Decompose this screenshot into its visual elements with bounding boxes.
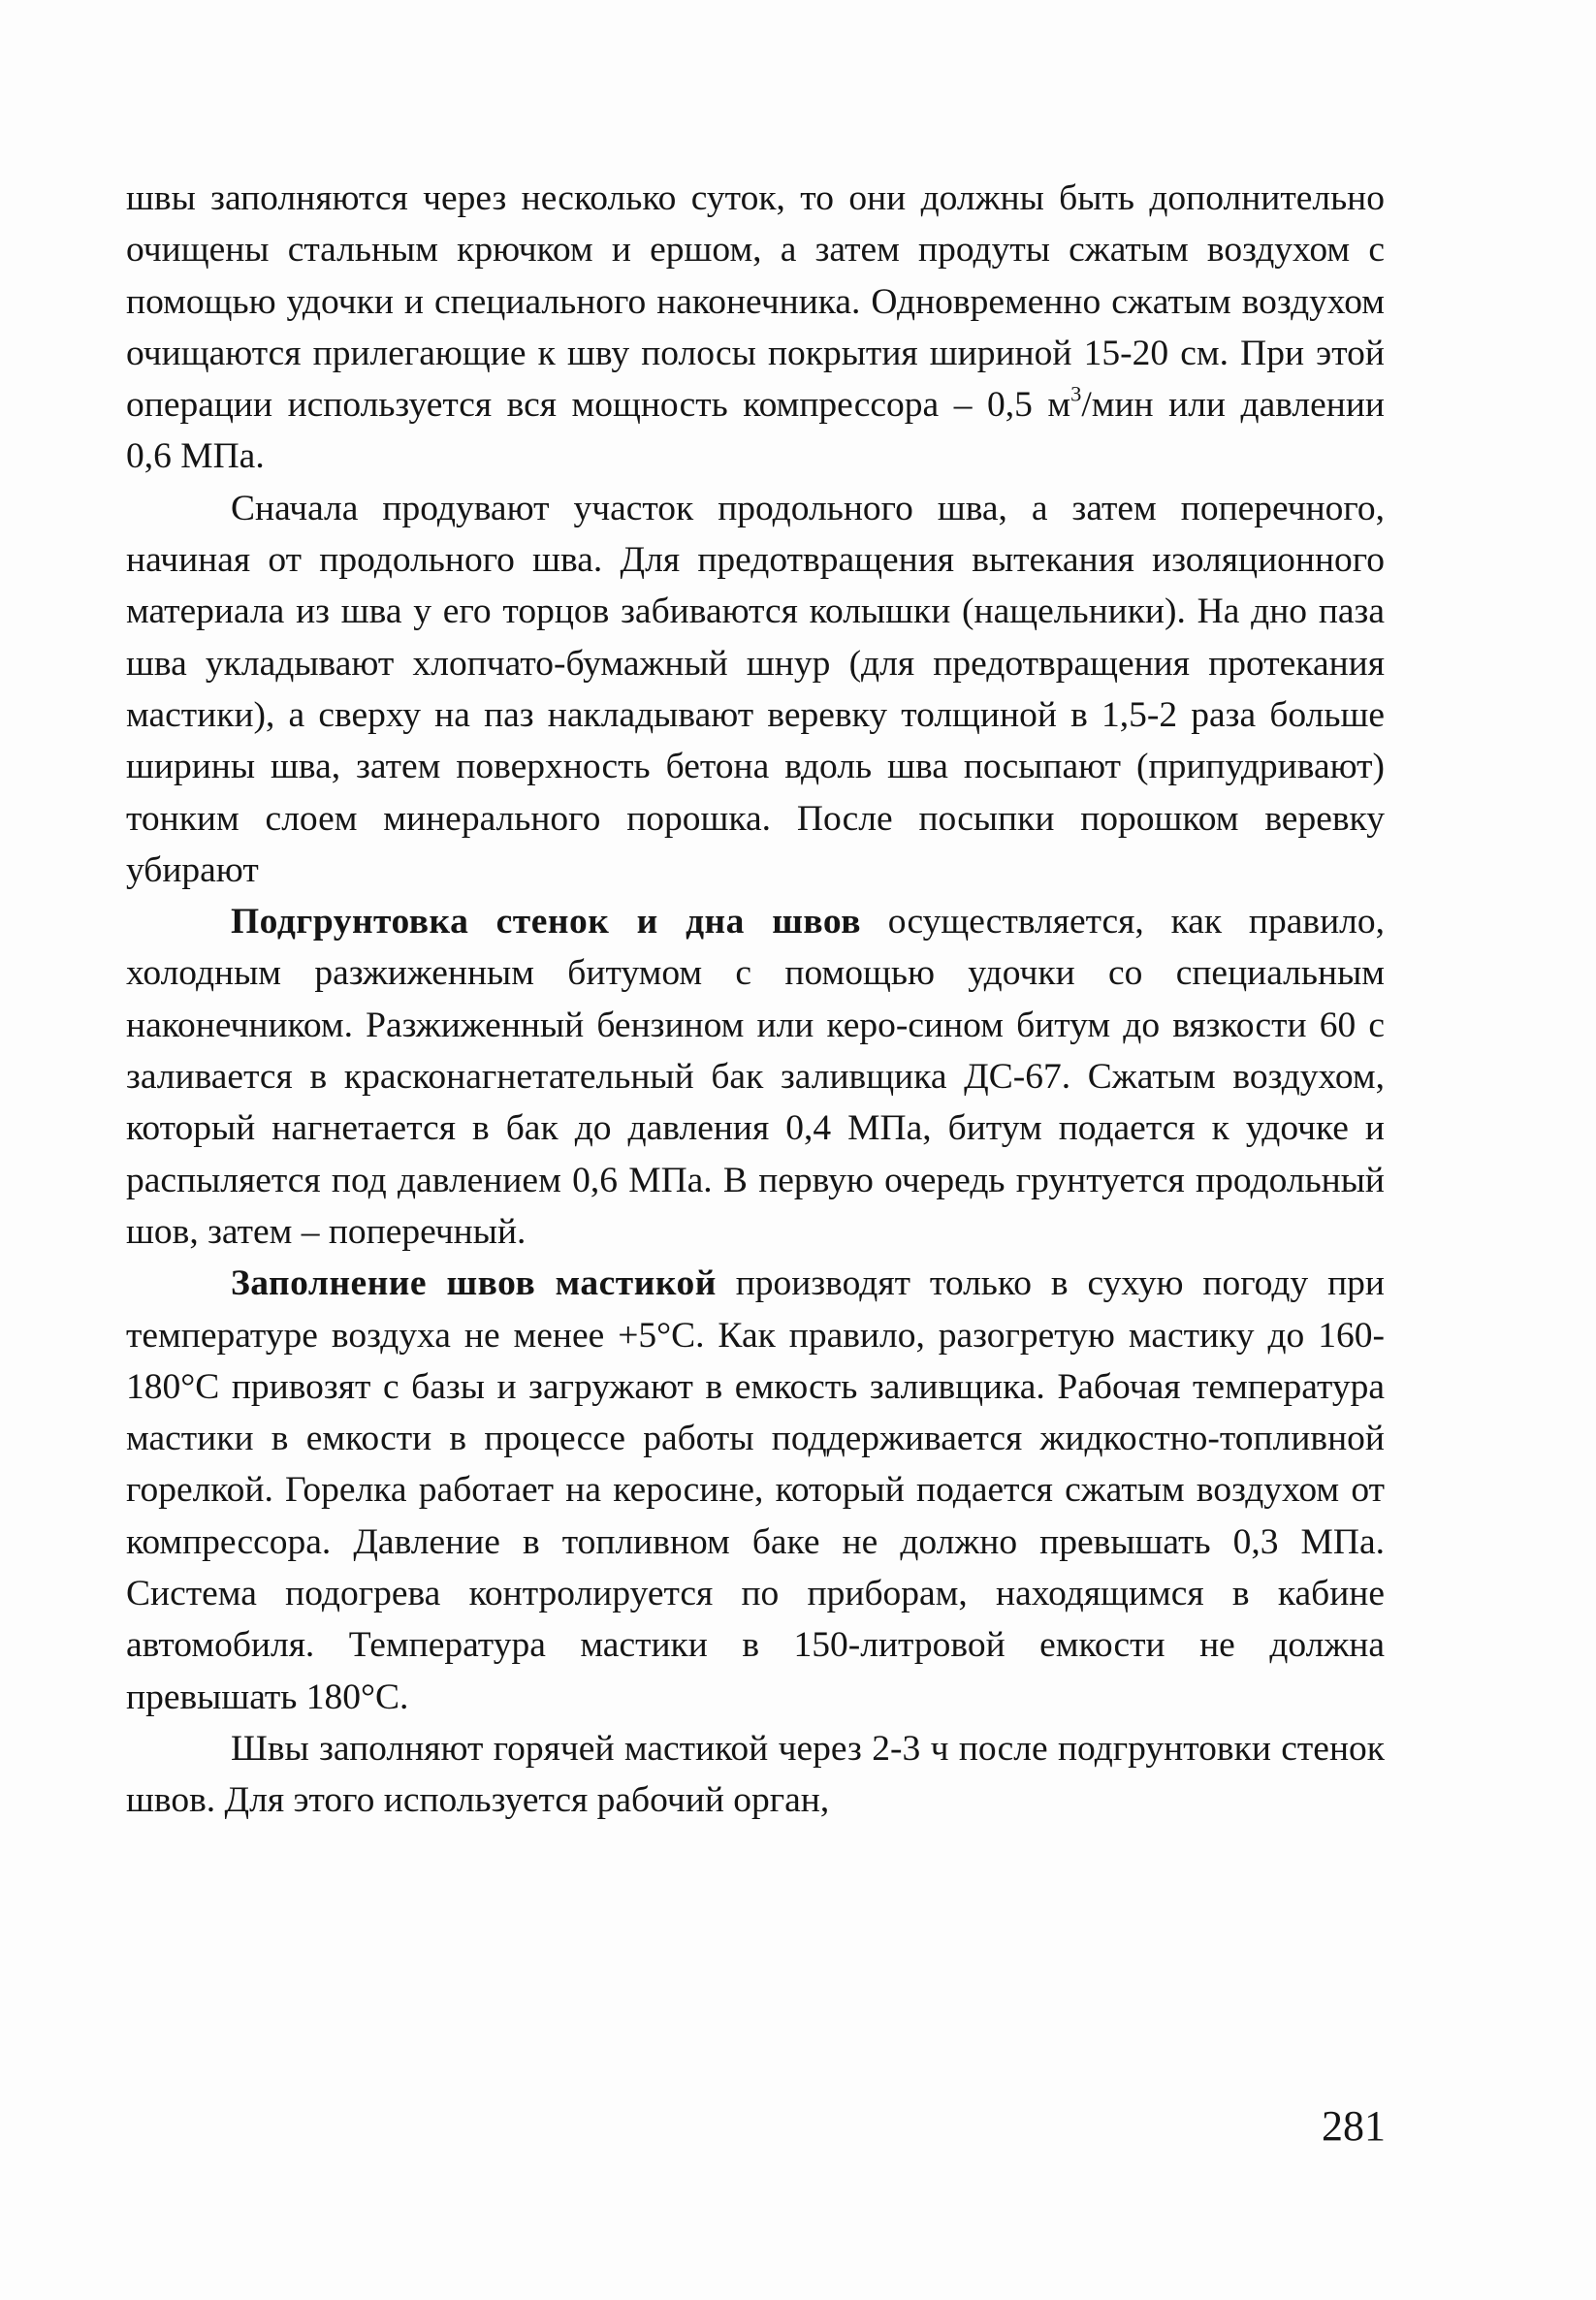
paragraph-text: швы заполняются через несколько суток, то они должны быть дополнительно очищены стальным крючком и ершом, а затем продуты сжатым воздухом с помощью удочки и специального наконечника. Одновременно сжатым воздухом очищаются прилегающие к шву полосы покрытия шириной 15-20 см. При этой операции используется вся мощность компрессора – 0,5 м bbox=[126, 178, 1385, 426]
paragraph: Сначала продувают участок продольного шва, а затем поперечного, начиная от продольного шва. Для предотвращения вытекания изоляционного материала из шва у его торцов забиваются колышки (нащельники). На дно паза шва укладывают хлопчато-бумажный шнур (для предотвращения протекания мастики), а сверху на паз накладывают веревку толщиной в 1,5-2 раза больше ширины шва, затем поверхность бетона вдоль шва посыпают (припудривают) тонким слоем минерального порошка. После посыпки порошком веревку убирают bbox=[126, 488, 1385, 890]
paragraph bbox=[126, 1258, 1385, 1723]
body-text bbox=[126, 173, 1385, 1827]
bold-term: Подгрунтовка стенок и дна швов bbox=[231, 902, 861, 942]
paragraph bbox=[126, 173, 1385, 483]
paragraph-text: /мин или давлении 0,6 МПа. bbox=[126, 385, 1385, 477]
page-number: 281 bbox=[1322, 2102, 1386, 2150]
bold-term: Заполнение швов мастикой bbox=[231, 1263, 717, 1304]
superscript: 3 bbox=[1070, 381, 1082, 406]
paragraph-text: производят только в сухую погоду при температуре воздуха не менее +5°С. Как правило, разогретую мастику до 160-180°С привозят с базы и загружают в емкость заливщика. Рабочая температура мастики в емкости в процессе работы поддерживается жидкостно-топливной горелкой. Горелка работает на керосине, который подается сжатым воздухом от компрессора. Давление в топливном баке не должно превышать 0,3 МПа. Система подогрева контролируется по приборам, находящимся в кабине автомобиля. Температура мастики в 150-литровой емкости не должна превышать 180°С. bbox=[126, 1263, 1385, 1717]
paragraph bbox=[126, 896, 1385, 1258]
paragraph-text: осуществляется, как правило, холодным разжиженным битумом с помощью удочки со специальным наконечником. Разжиженный бензином или керо-сином битум до вязкости 60 с заливается в красконагнетательный бак заливщика ДС-67. Сжатым воздухом, который нагнетается в бак до давления 0,4 МПа, битум подается к удочке и распыляется под давлением 0,6 МПа. В первую очередь грунтуется продольный шов, затем – поперечный. bbox=[126, 902, 1386, 1252]
paragraph: Швы заполняют горячей мастикой через 2-3 ч после подгрунтовки стенок швов. Для этого используется рабочий орган, bbox=[126, 1728, 1385, 1821]
